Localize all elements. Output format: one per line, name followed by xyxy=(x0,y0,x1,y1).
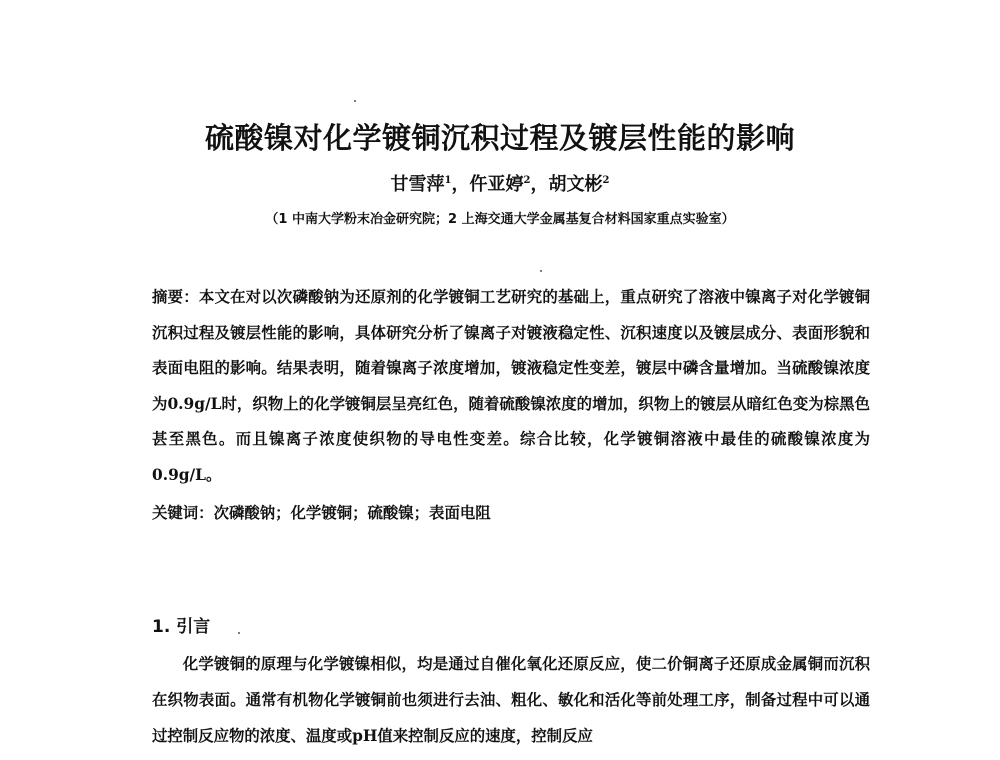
section-heading xyxy=(152,612,210,637)
author-separator: ， xyxy=(451,174,470,195)
author-name: 仵亚婷 xyxy=(469,174,524,195)
scan-speck xyxy=(540,270,542,272)
author-list xyxy=(0,170,1000,196)
abstract-text: 本文在对以次磷酸钠为还原剂的化学镀铜工艺研究的基础上，重点研究了溶液中镍离子对化学镀铜沉积过程及镀层性能的影响，具体研究分析了镍离子对镀液稳定性、沉积速度以及镀层成分、表面形貌和表面电阻的影响。结果表明，随着镍离子浓度增加，镀液稳定性变差，镀层中磷含量增加。当硫酸镍浓度为0.9g/L时，织物上的化学镀铜层呈亮红色，随着硫酸镍浓度的增加，织物上的镀层从暗红色变为棕黑色甚至黑色。而且镍离子浓度使织物的导电性变差。综合比较，化学镀铜溶液中最佳的硫酸镍浓度为0.9g/L。 xyxy=(152,288,870,484)
author-name: 甘雪萍 xyxy=(390,174,445,195)
author-separator: ， xyxy=(530,174,549,195)
scan-speck xyxy=(354,100,356,102)
section-title: 引言 xyxy=(176,617,211,637)
scan-speck xyxy=(238,632,240,634)
author-affiliation-mark: 2 xyxy=(523,175,531,186)
affiliations: （1 中南大学粉末冶金研究院；2 上海交通大学金属基复合材料国家重点实验室） xyxy=(265,212,735,227)
section-number: 1. xyxy=(152,617,171,637)
abstract xyxy=(152,280,870,493)
abstract-label: 摘要： xyxy=(152,288,199,306)
paper-title: 硫酸镍对化学镀铜沉积过程及镀层性能的影响 xyxy=(204,121,795,155)
author-affiliation-mark: 1 xyxy=(444,175,452,186)
keywords-text: 次磷酸钠；化学镀铜；硫酸镍；表面电阻 xyxy=(213,504,491,522)
author-name: 胡文彬 xyxy=(548,174,603,195)
keywords-label: 关键词： xyxy=(152,504,214,522)
keywords xyxy=(152,501,870,523)
intro-paragraph: 化学镀铜的原理与化学镀镍相似，均是通过自催化氧化还原反应，使二价铜离子还原成金属铜而沉积在织物表面。通常有机物化学镀铜前也须进行去油、粗化、敏化和活化等前处理工序，制备过程中可以通过控制反应物的浓度、温度或pH值来控制反应的速度，控制反应 xyxy=(152,655,870,745)
author-affiliation-mark: 2 xyxy=(602,175,610,186)
